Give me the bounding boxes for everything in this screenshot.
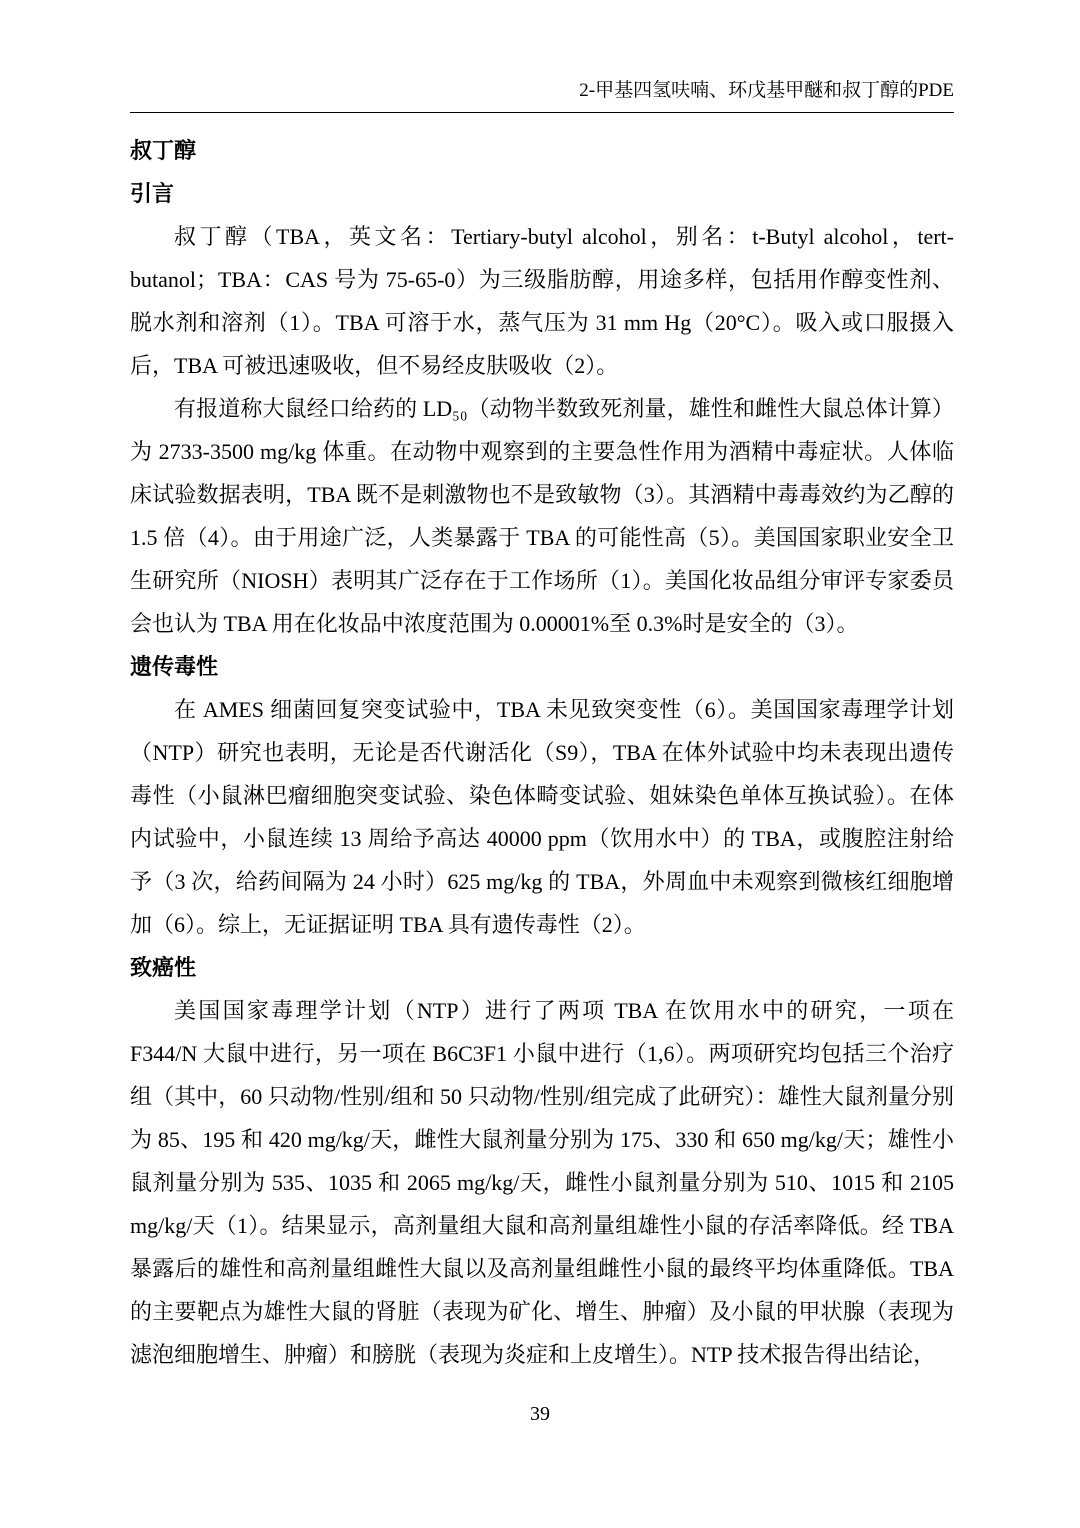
paragraph-introduction-1: 叔丁醇（TBA，英文名：Tertiary-butyl alcohol，别名：t-Butyl alcohol，tert-butanol；TBA：CAS 号为 75-65-0）为三级脂肪醇，用途多样，包括用作醇变性剂、脱水剂和溶剂（1）。TBA 可溶于水，蒸气压为 31 mm Hg（20°C）。吸入或口服摄入后，TBA 可被迅速吸收，但不易经皮肤吸收（2）。: [130, 223, 954, 378]
section-heading-tba: 叔丁醇: [130, 137, 197, 163]
page-header: 2-甲基四氢呋喃、环戊基甲醚和叔丁醇的PDE: [130, 78, 954, 113]
paragraph-genotoxicity: 在 AMES 细菌回复突变试验中，TBA 未见致突变性（6）。美国国家毒理学计划（NTP）研究也表明，无论是否代谢活化（S9），TBA 在体外试验中均未表现出遗传毒性（小鼠淋巴瘤细胞突变试验、染色体畸变试验、姐妹染色单体互换试验）。在体内试验中，小鼠连续 13 周给予高达 40000 ppm（饮用水中）的 TBA，或腹腔注射给予（3 次，给药间隔为 24 小时）625 mg/kg 的 TBA，外周血中未观察到微核红细胞增加（6）。综上，无证据证明 TBA 具有遗传毒性（2）。: [130, 696, 954, 937]
page-number: 39: [530, 1403, 550, 1425]
paragraph-introduction-2: 有报道称大鼠经口给药的 LD₅₀（动物半数致死剂量，雄性和雌性大鼠总体计算）为 2733-3500 mg/kg 体重。在动物中观察到的主要急性作用为酒精中毒症状。人体临床试验数据表明，TBA 既不是刺激物也不是致敏物（3）。其酒精中毒毒效约为乙醇的 1.5 倍（4）。由于用途广泛，人类暴露于 TBA 的可能性高（5）。美国国家职业安全卫生研究所（NIOSH）表明其广泛存在于工作场所（1）。美国化妆品组分审评专家委员会也认为 TBA 用在化妆品中浓度范围为 0.00001%至 0.3%时是安全的（3）。: [130, 395, 954, 636]
document-body: [130, 129, 954, 1376]
paragraph-carcinogenicity: 美国国家毒理学计划（NTP）进行了两项 TBA 在饮用水中的研究，一项在 F344/N 大鼠中进行，另一项在 B6C3F1 小鼠中进行（1,6）。两项研究均包括三个治疗组（其中，60 只动物/性别/组和 50 只动物/性别/组完成了此研究）：雄性大鼠剂量分别为 85、195 和 420 mg/kg/天，雌性大鼠剂量分别为 175、330 和 650 mg/kg/天；雄性小鼠剂量分别为 535、1035 和 2065 mg/kg/天，雌性小鼠剂量分别为 510、1015 和 2105 mg/kg/天（1）。结果显示，高剂量组大鼠和高剂量组雄性小鼠的存活率降低。经 TBA 暴露后的雄性和高剂量组雌性大鼠以及高剂量组雌性小鼠的最终平均体重降低。TBA 的主要靶点为雄性大鼠的肾脏（表现为矿化、增生、肿瘤）及小鼠的甲状腺（表现为滤泡细胞增生、肿瘤）和膀胱（表现为炎症和上皮增生）。NTP 技术报告得出结论，: [130, 997, 954, 1367]
section-heading-genotoxicity: 遗传毒性: [130, 653, 219, 679]
section-heading-introduction: 引言: [130, 180, 175, 206]
section-heading-carcinogenicity: 致癌性: [130, 954, 197, 980]
